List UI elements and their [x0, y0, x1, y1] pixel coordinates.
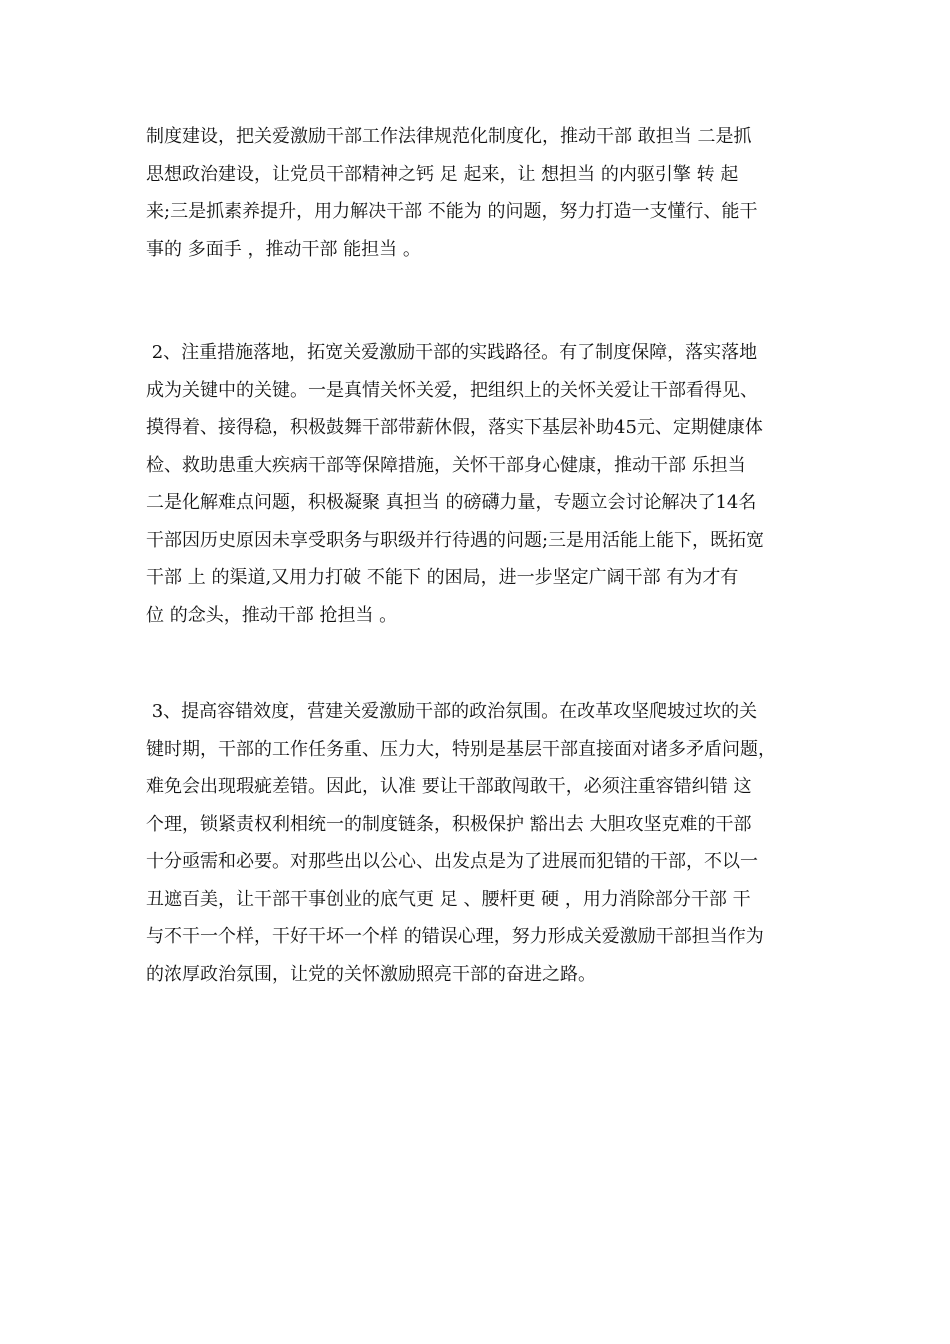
text-line: 思想政治建设，让党员干部精神之钙 足 起来，让 想担当 的内驱引擎 转 起	[146, 163, 739, 185]
paragraph-3	[146, 693, 810, 993]
text-line: 3、提高容错效度，营建关爱激励干部的政治氛围。在改革攻坚爬坡过坎的关	[146, 701, 758, 722]
text-line: 键时期，干部的工作任务重、压力大，特别是基层干部直接面对诸多矛盾问题，	[146, 738, 776, 760]
text-line: 位 的念头，推动干部 抢担当 。	[146, 604, 398, 626]
text-line: 摸得着、接得稳，积极鼓舞干部带薪休假，落实下基层补助45元、定期健康体	[146, 417, 763, 438]
text-line: 与不干一个样，干好干坏一个样 的错误心理，努力形成关爱激励干部担当作为	[146, 926, 764, 947]
text-line: 检、救助患重大疾病干部等保障措施，关怀干部身心健康，推动干部 乐担当	[146, 454, 746, 476]
text-line: 来;三是抓素养提升，用力解决干部 不能为 的问题，努力打造一支懂行、能干	[146, 201, 758, 222]
text-line: 事的 多面手 ，推动干部 能担当 。	[146, 238, 421, 260]
paragraph-1	[146, 118, 810, 268]
text-line: 的浓厚政治氛围，让党的关怀激励照亮干部的奋进之路。	[146, 963, 596, 985]
text-line: 个理，锁紧责权利相统一的制度链条，积极保护 豁出去 大胆攻坚克难的干部	[146, 813, 752, 835]
text-line: 干部因历史原因未享受职务与职级并行待遇的问题;三是用活能上能下，既拓宽	[146, 529, 765, 551]
text-line: 2、注重措施落地，拓宽关爱激励干部的实践路径。有了制度保障，落实落地	[146, 342, 758, 363]
text-line: 制度建设，把关爱激励干部工作法律规范化制度化，推动干部 敢担当 二是抓	[146, 126, 752, 147]
text-line: 难免会出现瑕疵差错。因此，认准 要让干部敢闯敢干，必须注重容错纠错 这	[146, 776, 752, 797]
paragraph-2	[146, 334, 810, 634]
text-line: 成为关键中的关键。一是真情关怀关爱，把组织上的关怀关爱让干部看得见、	[146, 379, 758, 401]
text-line: 二是化解难点问题，积极凝聚 真担当 的磅礴力量，专题立会讨论解决了14名	[146, 492, 757, 513]
text-line: 干部 上 的渠道,又用力打破 不能下 的困局，进一步坚定广阔干部 有为才有	[146, 567, 739, 588]
text-line: 十分亟需和必要。对那些出以公心、出发点是为了进展而犯错的干部，不以一	[146, 851, 758, 872]
text-line: 丑遮百美，让干部干事创业的底气更 足 、腰杆更 硬 ，用力消除部分干部 干	[146, 888, 751, 910]
